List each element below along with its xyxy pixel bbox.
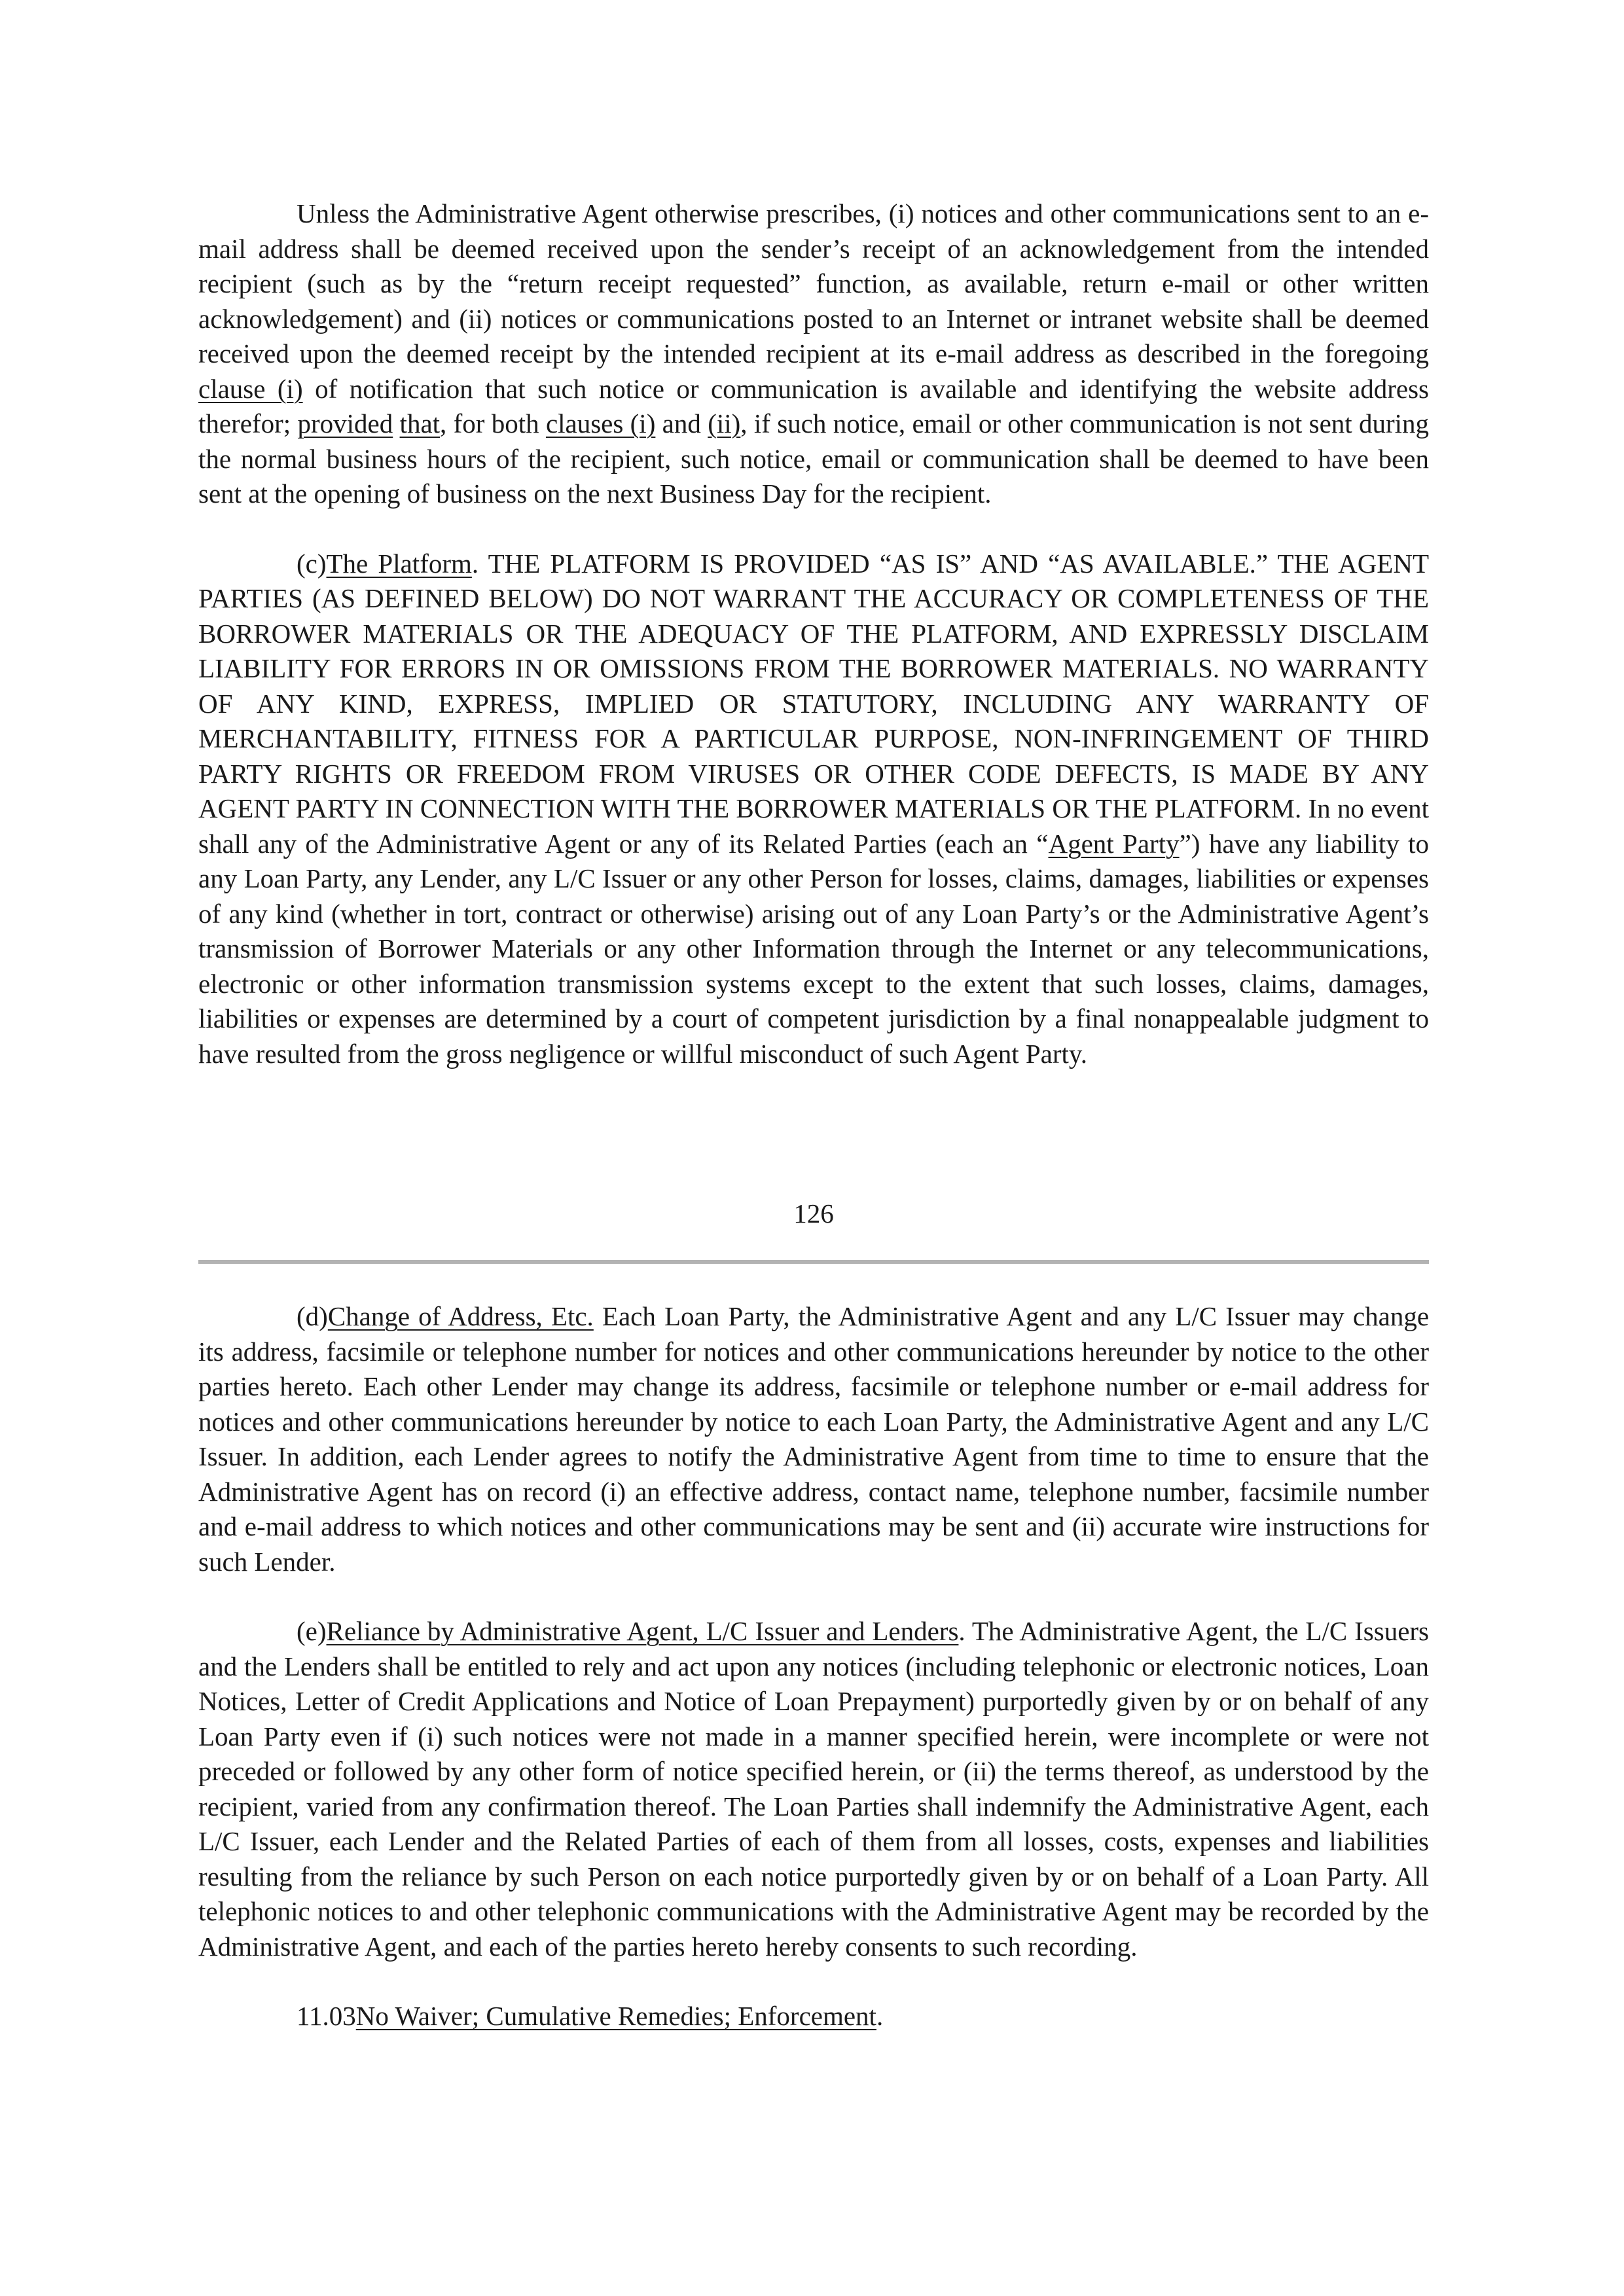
clauses-i-reference: clauses (i) [545, 408, 656, 439]
agent-party-term: Agent Party [1048, 828, 1180, 859]
subsection-number: (d) [297, 1301, 328, 1331]
subsection-number: (e) [297, 1616, 327, 1646]
subsection-title: The Platform [326, 548, 472, 579]
subsection-title: Change of Address, Etc. [327, 1301, 594, 1331]
section-11-03-heading: 11.03No Waiver; Cumulative Remedies; Enforcement. [297, 2001, 884, 2031]
paragraph-notice-receipt: Unless the Administrative Agent otherwise prescribes, (i) notices and other communications sent to an e-mail address shall be deemed received upon the sender’s receipt of an acknowledgement from the intended recipient (such as by the “return receipt requested” function, as available, return e-mail or other written acknowledgement) and (ii) notices or communications posted to an Internet or intranet website shall be deemed received upon the deemed receipt by the intended recipient at its e-mail address as described in the foregoing clause (i) of notification that such notice or communication is available and identifying the website address therefor; provided that, for both clauses (i) and (ii), if such notice, email or other communication is not sent during the normal business hours of the recipient, such notice, email or communication shall be deemed to have been sent at the opening of business on the next Business Day for the recipient. [198, 198, 1430, 509]
clause-i-reference: clause (i) [198, 373, 303, 404]
provided-term: provided [297, 408, 393, 439]
page-divider [198, 1260, 1429, 1264]
page-127-body [198, 1299, 1429, 2034]
subsection-number: (c) [297, 548, 327, 579]
paragraph-e-reliance: (e)Reliance by Administrative Agent, L/C Issuer and Lenders. The Administrative Agent, the L/C Issuers and the Lenders shall be entitled to rely and act upon any notices (including telephonic or electronic notices, Loan Notices, Letter of Credit Applications and Notice of Loan Prepayment) purportedly given by or on behalf of any Loan Party even if (i) such notices were not made in a manner specified herein, were incomplete or were not preceded or followed by any other form of notice specified herein, or (ii) the terms thereof, as understood by the recipient, varied from any confirmation thereof. The Loan Parties shall indemnify the Administrative Agent, each L/C Issuer, each Lender and the Related Parties of each of them from all losses, costs, expenses and liabilities resulting from the reliance by such Person on each notice purportedly given by or on behalf of a Loan Party. All telephonic notices to and other telephonic communications with the Administrative Agent may be recorded by the Administrative Agent, and each of the parties hereto hereby consents to such recording. [198, 1616, 1429, 1962]
that-term: that [399, 408, 441, 439]
page-number: 126 [793, 1198, 834, 1229]
page-126-body [198, 196, 1429, 1071]
subsection-title: Reliance by Administrative Agent, L/C Issuer and Lenders [326, 1616, 959, 1646]
section-number: 11.03 [297, 2001, 356, 2031]
section-title: No Waiver; Cumulative Remedies; Enforcement [355, 2001, 876, 2031]
paragraph-d-change-of-address: (d)Change of Address, Etc. Each Loan Party, the Administrative Agent and any L/C Issuer may change its address, facsimile or telephone number for notices and other communications hereunder by notice to the other parties hereto. Each other Lender may change its address, facsimile or telephone number or e-mail address for notices and other communications hereunder by notice to each Loan Party, the Administrative Agent and any L/C Issuer. In addition, each Lender agrees to notify the Administrative Agent from time to time to ensure that the Administrative Agent has on record (i) an effective address, contact name, telephone number, facsimile number and e-mail address to which notices and other communications may be sent and (ii) accurate wire instructions for such Lender. [198, 1301, 1430, 1577]
clause-ii-reference: (ii) [708, 408, 741, 439]
paragraph-c-platform: (c)The Platform. THE PLATFORM IS PROVIDED “AS IS” AND “AS AVAILABLE.” THE AGENT PARTIES (AS DEFINED BELOW) DO NOT WARRANT THE ACCURACY OR COMPLETENESS OF THE BORROWER MATERIALS OR THE ADEQUACY OF THE PLATFORM, AND EXPRESSLY DISCLAIM LIABILITY FOR ERRORS IN OR OMISSIONS FROM THE BORROWER MATERIALS. NO WARRANTY OF ANY KIND, EXPRESS, IMPLIED OR STATUTORY, INCLUDING ANY WARRANTY OF MERCHANTABILITY, FITNESS FOR A PARTICULAR PURPOSE, NON-INFRINGEMENT OF THIRD PARTY RIGHTS OR FREEDOM FROM VIRUSES OR OTHER CODE DEFECTS, IS MADE BY ANY AGENT PARTY IN CONNECTION WITH THE BORROWER MATERIALS OR THE PLATFORM. In no event shall any of the Administrative Agent or any of its Related Parties (each an “Agent Party”) have any liability to any Loan Party, any Lender, any L/C Issuer or any other Person for losses, claims, damages, liabilities or expenses of any kind (whether in tort, contract or otherwise) arising out of any Loan Party’s or the Administrative Agent’s transmission of Borrower Materials or any other Information through the Internet or any telecommunications, electronic or other information transmission systems except to the extent that such losses, claims, damages, liabilities or expenses are determined by a court of competent jurisdiction by a final nonappealable judgment to have resulted from the gross negligence or willful misconduct of such Agent Party. [198, 548, 1429, 1069]
